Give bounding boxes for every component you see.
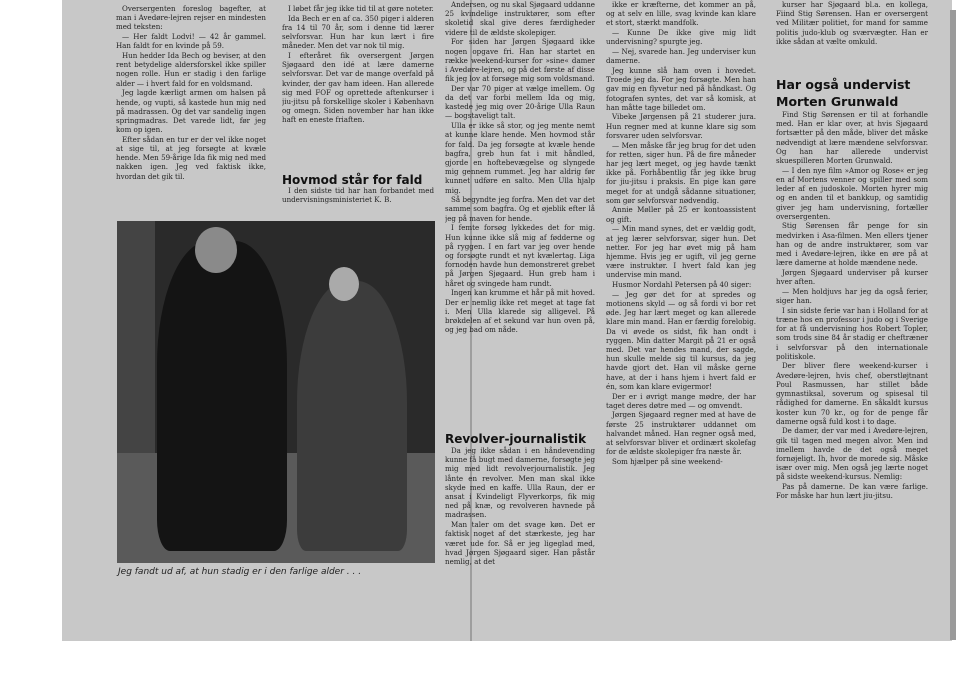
paragraph: I sin sidste ferie var han i Holland for at træne hos en professor i judo og i Sverige for at få undervisning hos Robert Topler, som trods sine 84 år stadig er cheftræner i selvforsvar på den internationale politiskole. [776,305,928,361]
paragraph: Stig Sørensen får penge for sin medvirken i Asa-filmen. Men ellers tjener han og de andre instruktører, som var med i Avedøre-lejren, ikke en øre på at lære damerne at holde mændene nede. [776,221,928,268]
paragraph: Jørgen Sjøgaard regner med at have de første 25 instruktører uddannet om halvandet måned. Han regner også med, at selvforsvar bliver et ordinært skolefag for de ældste skolepiger fra næste år. [606,410,756,457]
column-5-top [776,0,928,70]
paragraph: Jørgen Sjøgaard underviser på kurser hver aften. [776,267,928,287]
paragraph: I femte forsøg lykkedes det for mig. Hun kunne ikke slå mig af fødderne og på ryggen. I en fart var jeg over hende og forsøgte rundt et nyt kvælertag. Liga fornoden havde hun demonstreret grebet på Jørgen Sjøgaard. Hun greb ham i håret og svingede ham rundt. [445,223,595,288]
page-shadow [950,10,956,640]
paragraph: Der var 70 piger at vælge imellem. Og da det var forbi mellem Ida og mig, kastede jeg mig over 20-årige Ulla Raun — bogstaveligt talt. [445,83,595,121]
paragraph: I den sidste tid har han forbandet med undervisningsministeriet K. B. [282,186,434,205]
paragraph: — Min mand synes, det er vældig godt, at jeg lærer selvforsvar, siger hun. Det netter. For jeg har øvet mig på ham hjemme. Hvis jeg er ugift, vil jeg gerne være instruktør. I hvert fald kan jeg undervise min mand. [606,224,756,280]
column-4 [606,0,756,640]
paragraph: For siden har Jørgen Sjøgaard ikke nogen opgave fri. Han har startet en række weekend-kurser for »sine« damer i Avedøre-lejren, og på det første af disse fik jeg lov at forsøge mig som voldsmand. [445,37,595,84]
paragraph: Jeg lagde kærligt armen om halsen på hende, og vupti, så kastede hun mig ned på madrassen. Og det var sandelig ingen springmadras. Det varede lidt, før jeg kom op igen. [116,88,266,135]
paragraph: Andersen, og nu skal Sjøgaard uddanne 25 kvindelige instruktører, som efter skoletid skal give deres færdigheder videre til de ældste skolepiger. [445,0,595,37]
paragraph: I løbet får jeg ikke tid til at gøre noteter. [288,4,434,13]
paragraph: Annie Møller på 25 er kontoassistent og gift. [606,205,756,224]
paragraph: — Kunne De ikke give mig lidt undervisning? spurgte jeg. [606,28,756,47]
column-3-top [445,0,595,425]
column-2-bottom [282,186,434,218]
headline-undervist: Har også undervist Morten Grunwald [776,77,911,109]
headline-hovmod: Hovmod står for fald [282,173,423,187]
paragraph: — Men holdjuvs har jeg da også ferier, siger han. [776,286,928,306]
paragraph: Efter sådan en tur er der vel ikke noget at sige til, at jeg forsøgte at kvæle hende. Men 59-årige Ida fik mig ned med nakken igen. Jeg ved faktisk ikke, hvordan det gik til. [116,134,266,181]
paragraph: ikke er kræfterne, det kommer an på, og at selv en lille, svag kvinde kan klare et stort, stærkt mandfolk. [606,0,756,28]
paragraph: kurser har Sjøgaard bl.a. en kollega, Fiind Stig Sørensen. Han er oversergent ved Militær politiet, for mand for samme politis judo-klub og sværvægter. Han er ikke sådan at vælte omkuld. [776,0,928,46]
paragraph: Oversergenten foreslog bagefter, at man i Avedøre-lejren rejser en mindesten med teksten: [116,4,266,32]
paragraph: Hun hedder Ida Bech og beviser, at den rent betydelige aldersforskel ikke spiller nogen rolle. Hun er stadig i den farlige alder — i hvert fald for en voldsmand. [116,51,266,88]
photo-caption: Jeg fandt ud af, at hun stadig er i den farlige alder . . . [118,567,362,577]
photo-figure-man [297,281,407,551]
paragraph: Man taler om det svage køn. Det er faktisk noget af det stærkeste, jeg har været ude for. Så er jeg ligeglad med, hvad Jørgen Sjøgaard siger. Han påstår nemlig, at det [445,520,595,566]
paragraph: Ida Bech er en af ca. 350 piger i alderen fra 14 til 70 år, som i denne tid lærer selvforsvar. Hun har kun lært i fire måneder. Men det var nok til mig. [282,13,434,51]
paragraph: — I den nye film »Amor og Rose« er jeg en af Mortens venner og spiller med som leder af en judoskole. Morten hyrer mig og en anden til et bankkup, og samtidig giver jeg ham undervisning, fortæller oversergenten. [776,165,928,221]
column-5-bottom [776,110,928,640]
column-2-top [282,4,434,168]
paragraph: I efteråret fik oversergent Jørgen Sjøgaard den idé at lære damerne selvforsvar. Det var de mange overfald på kvinder, der gav ham ideen. Han allerede sig med FOF og oprettede aftenkurser i jiu-jitsu på forskellige skoler i København og omegn. Siden november har han ikke haft en eneste friaften. [282,51,434,125]
paragraph: Som hjælper på sine weekend- [612,456,723,466]
photo-head-woman [195,227,237,273]
paragraph: Der bliver flere weekend-kurser i Avedøre-lejren, hvis chef, oberstløjtnant Poul Rasmussen, har stillet både gymnastiksal, soverum og spisesal til rådighed for damerne. En såkaldt kursus koster kun 70 kr., og for de penge får damerne også fuld kost i to dage. [776,361,928,426]
news-photo [117,221,435,563]
paragraph: Pas på damerne. De kan være farlige. For måske har hun lært jiu-jitsu. [776,482,928,501]
paragraph: — Nej, svarede han. Jeg underviser kun damerne. [606,47,756,66]
paragraph: Husmor Nordahl Petersen på 40 siger: [612,280,752,290]
paragraph: Så begyndte jeg forfra. Men det var det samme som bagfra. Og et øjeblik efter lå jeg på maven for hende. [445,195,595,223]
paragraph: — Her faldt Lodvi! — 42 år gammel. Han faldt for en kvinde på 59. [116,32,266,51]
paragraph: Vibeke Jørgensen på 21 studerer jura. Hun regner med at kunne klare sig som forsvarer uden selvforsvar. [606,112,756,140]
column-3-bottom [445,446,595,640]
paragraph: De damer, der var med i Avedøre-lejren, gik til tagen med megen alvor. Men ind imellem havde de det også meget fornøjeligt. Ih, hvor de morede sig. Måske især over mig. Men også jeg lærte noget på sidste weekend-kursus. Nemlig: [776,426,928,482]
paragraph: — Men måske får jeg brug for det uden for retten, siger hun. På de fire måneder har jeg lært meget, og jeg havde tænkt ikke på. Forhåbentlig får jeg ikke brug for jiu-jitsu i praksis. En pige kan gøre meget for at undgå sådanne situationer, som gør selvforsvar nødvendig. [606,140,756,205]
paragraph: — Jeg gør det for at spredes og motionens skyld — og så fordi vi bor ret øde. Jeg har lært meget og kan allerede klare min mand. Han er færdig forelobig. Da vi øvede os sidst, fik han ondt i ryggen. Min datter Margit på 21 er også med. Det var hendes mand, der sagde, hun skulle melde sig til kursus, da jeg havde gjort det. Han vil måske gerne have, at der i hans hjem i hvert fald er én, som kan klare evigermor! [606,289,756,391]
column-1 [116,4,266,218]
paragraph: Ulla er ikke så stor, og jeg mente nemt at kunne klare hende. Men hovmod står for fald. Da jeg forsøgte at kvæle hende bagfra, greb hun fat i mit håndled, gjorde en hoftebevægelse og slyngede mig gennem rummet. Jeg har aldrig før kunnet udføre en salto. Men Ulla hjalp mig. [445,121,595,195]
photo-head-man [329,267,359,301]
headline-revolver: Revolver-journalistik [445,432,587,446]
photo-figure-woman [157,241,287,551]
paragraph: Find Stig Sørensen er til at forhandle med. Han er klar over, at hvis Sjøgaard fortsætter på den måde, bliver det måske nødvendigt at lære mændene selvforsvar. Og han har allerede undervist skuespilleren Morten Grunwald. [776,110,928,166]
paragraph: Der er i øvrigt mange mødre, der har taget deres døtre med — og omvendt. [606,391,756,410]
paragraph: Jeg kunne slå ham oven i hovedet. Troede jeg da. For jeg forsøgte. Men han gav mig en flyvetur ned på håndkast. Og fotografen syntes, det var så komisk, at han måtte tage billedet om. [606,65,756,112]
paragraph: Ingen kan krumme et hår på mit hoved. Der er nemlig ikke ret meget at tage fat i. Men Ulla klarede sig alligevel. På brøkdelen af et sekund var hun oven på, og jeg bad om nåde. [445,288,595,335]
paragraph: Da jeg ikke sådan i en håndevending kunne få bugt med damerne, forsøgte jeg mig med lidt revolverjournalistik. Jeg lånte en revolver. Men man skal ikke skyde med en kaffe. Ulla Raun, der er ansat i Kvindeligt Flyverkorps, fik mig ned på knæ, og revolveren havnede på madrassen. [445,446,595,520]
